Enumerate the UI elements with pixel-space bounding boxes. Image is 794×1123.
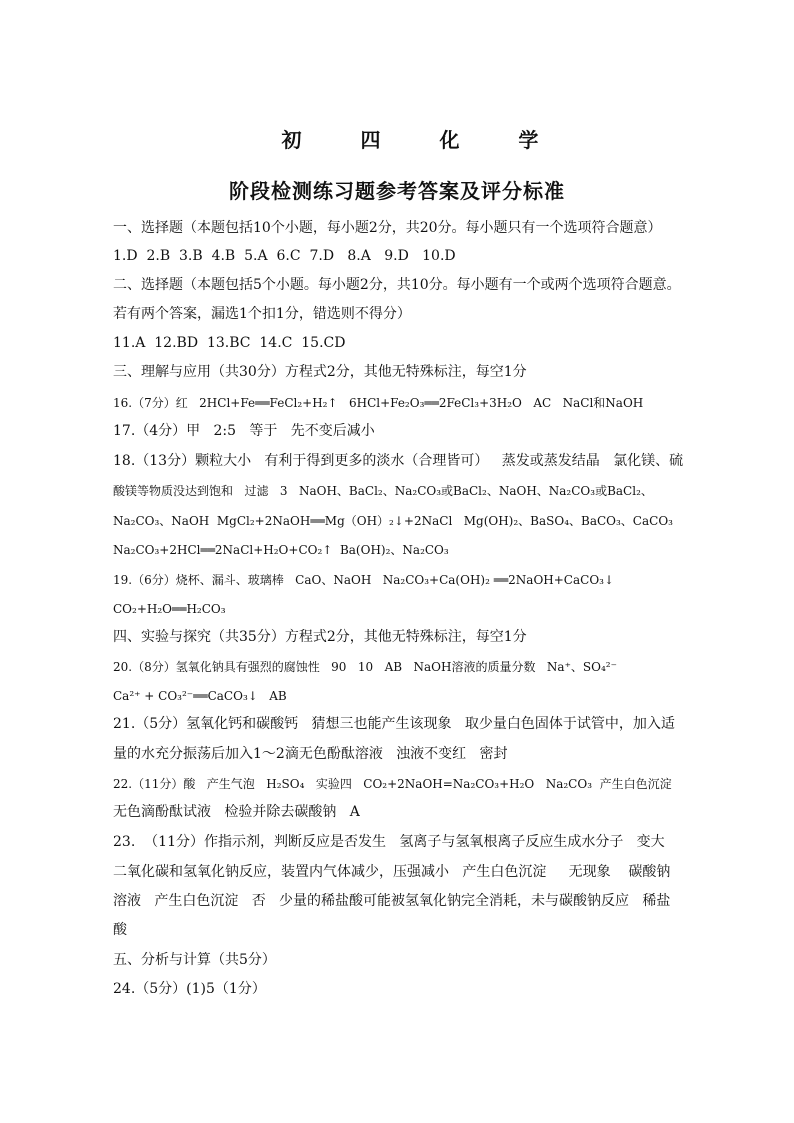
text-line: 24.（5分）(1)5（1分） <box>113 981 266 997</box>
text-line: 无色滴酚酞试液 检验并除去碳酸钠 A <box>113 804 360 820</box>
text-line: 19.（6分）烧杯、漏斗、玻璃棒 CaO、NaOH Na₂CO₃+Ca(OH)₂ ══2NaOH+CaCO₃↓ <box>113 573 615 587</box>
text-line: 1.D 2.B 3.B 4.B 5.A 6.C 7.D 8.A 9.D 10.D <box>113 248 456 264</box>
text-line: 二氧化碳和氢氧化钠反应，装置内气体减少，压强减小 产生白色沉淀 无现象 碳酸钠 <box>113 864 671 880</box>
text-line: 16.（7分）红 2HCl+Fe══FeCl₂+H₂↑ 6HCl+Fe₂O₃══2FeCl₃+3H₂O AC NaCl和NaOH <box>113 396 644 410</box>
text-line: CO₂+H₂O══H₂CO₃ <box>113 602 226 616</box>
text-line: 11.A 12.BD 13.BC 14.C 15.CD <box>113 335 346 351</box>
text-line: Na₂CO₃+2HCl══2NaCl+H₂O+CO₂↑ Ba(OH)₂、Na₂CO₃ <box>113 543 449 557</box>
text-line: 21.（5分）氢氧化钙和碳酸钙 猜想三也能产生该现象 取少量白色固体于试管中，加入适 <box>113 716 675 732</box>
text-line: 17.（4分）甲 2:5 等于 先不变后减小 <box>113 423 375 439</box>
text-line: 溶液 产生白色沉淀 否 少量的稀盐酸可能被氢氧化钠完全消耗，未与碳酸钠反应 稀盐 <box>113 893 671 909</box>
text-line: 若有两个答案，漏选1个扣1分，错选则不得分） <box>113 306 411 322</box>
text-line: 三、理解与应用（共30分）方程式2分，其他无特殊标注，每空1分 <box>113 364 527 380</box>
text-line: 23. （11分）作指示剂，判断反应是否发生 氢离子与氢氧根离子反应生成水分子 变大 <box>113 834 665 850</box>
text-line: 量的水充分振荡后加入1～2滴无色酚酞溶液 浊液不变红 密封 <box>113 746 508 762</box>
text-line: 22.（11分）酸 产生气泡 H₂SO₄ 实验四 CO₂+2NaOH=Na₂CO₃+H₂O Na₂CO₃ 产生白色沉淀 <box>113 777 672 791</box>
text-line: 二、选择题（本题包括5个小题。每小题2分，共10分。每小题有一个或两个选项符合题意。 <box>113 277 681 293</box>
text-line: 四、实验与探究（共35分）方程式2分，其他无特殊标注，每空1分 <box>113 629 527 645</box>
text-line: 18.（13分）颗粒大小 有利于得到更多的淡水（合理皆可） 蒸发或蒸发结晶 氯化镁、硫 <box>113 453 684 469</box>
text-line: 20.（8分）氢氧化钠具有强烈的腐蚀性 90 10 AB NaOH溶液的质量分数 Na⁺、SO₄²⁻ <box>113 660 617 674</box>
text-line: 一、选择题（本题包括10个小题，每小题2分，共20分。每小题只有一个选项符合题意） <box>113 220 662 236</box>
page-title: 初 四 化 学 <box>281 128 565 152</box>
text-line: 五、分析与计算（共5分） <box>113 952 276 968</box>
page-subtitle: 阶段检测练习题参考答案及评分标准 <box>229 179 565 203</box>
text-line: Na₂CO₃、NaOH MgCl₂+2NaOH══Mg（OH）₂↓+2NaCl Mg(OH)₂、BaSO₄、BaCO₃、CaCO₃ <box>113 514 673 528</box>
text-line: 酸 <box>113 922 127 938</box>
text-line: Ca²⁺ + CO₃²⁻══CaCO₃↓ AB <box>113 689 287 703</box>
text-line: 酸镁等物质没达到饱和 过滤 3 NaOH、BaCl₂、Na₂CO₃或BaCl₂、NaOH、Na₂CO₃或BaCl₂、 <box>113 484 653 498</box>
